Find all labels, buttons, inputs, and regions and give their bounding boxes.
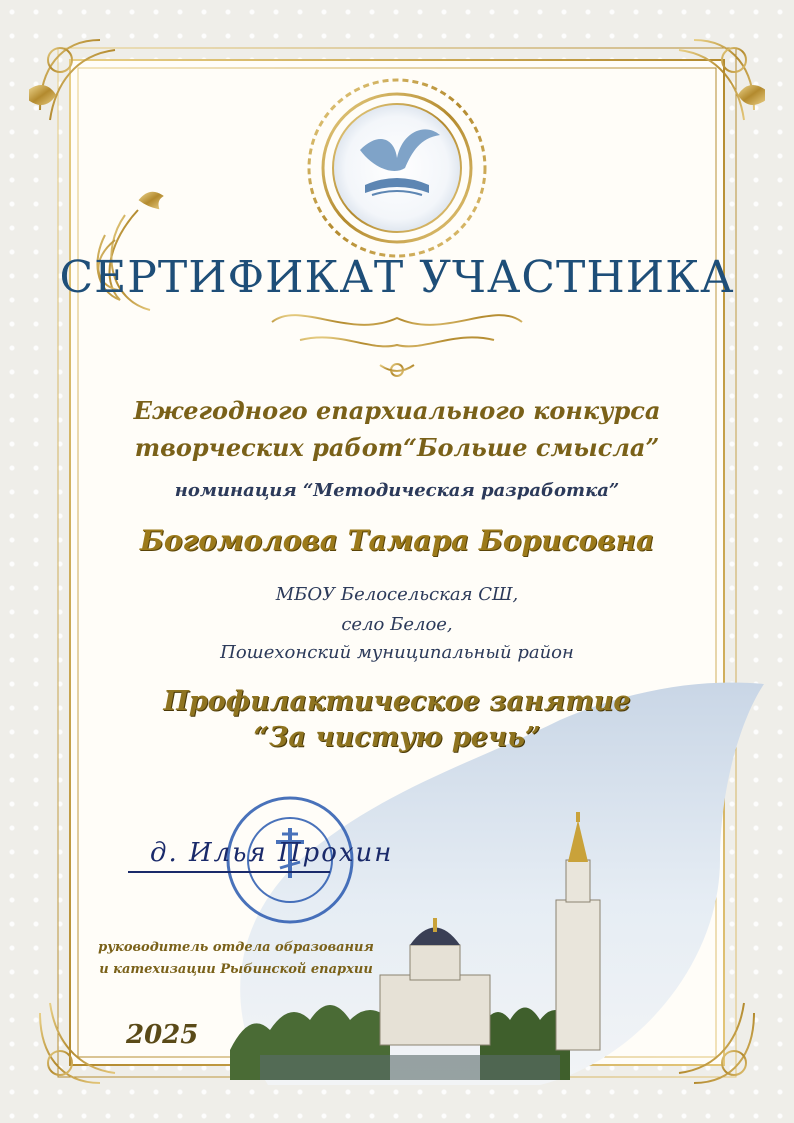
- signer-title-line-2: и катехизации Рыбинской епархии: [99, 962, 373, 977]
- corner-ornament-top-right: [679, 40, 764, 120]
- participant-name: Богомолова Тамара Борисовна: [139, 524, 655, 557]
- school-line-3: Пошехонский муниципальный район: [220, 642, 574, 663]
- work-title-line-2: “За чистую речь”: [253, 722, 541, 753]
- work-title-line-1: Профилактическое занятие: [163, 686, 631, 717]
- title-flourish: [272, 315, 522, 376]
- contest-line-1: Ежегодного епархиального конкурса: [133, 396, 661, 425]
- school-line-1: МБОУ Белосельская СШ,: [275, 584, 519, 605]
- contest-line-2: творческих работ“Больше смысла”: [134, 433, 660, 462]
- signer-title-line-1: руководитель отдела образования: [98, 940, 374, 955]
- certificate-title: СЕРТИФИКАТ УЧАСТНИКА: [59, 252, 735, 303]
- dove-book-emblem: [309, 80, 485, 256]
- nomination: номинация “Методическая разработка”: [174, 480, 620, 501]
- school-line-2: село Белое,: [341, 614, 453, 635]
- handwritten-signature: д. Илья Прохин: [150, 838, 394, 868]
- corner-ornament-top-left: [30, 40, 115, 120]
- year: 2025: [126, 1020, 199, 1050]
